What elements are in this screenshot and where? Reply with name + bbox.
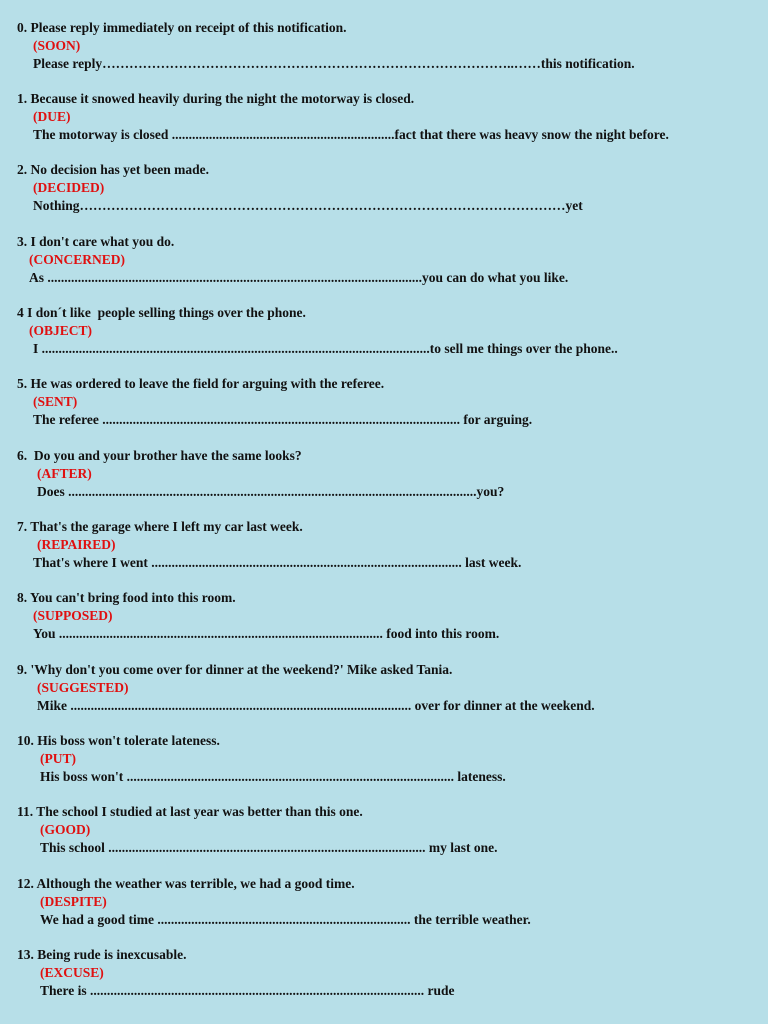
keyword: (DECIDED) <box>33 180 105 195</box>
answer-line: That's where I went ............................................................................................ last week. <box>33 555 522 570</box>
keyword: (SUGGESTED) <box>37 680 129 695</box>
question-text: 7. That's the garage where I left my car last week. <box>17 519 303 534</box>
question-text: 0. Please reply immediately on receipt of this notification. <box>17 20 347 35</box>
keyword: (CONCERNED) <box>29 252 125 267</box>
keyword: (SOON) <box>33 38 81 53</box>
answer-line: Please reply………………………………………………………………………………..……this notification. <box>33 56 635 71</box>
answer-line: We had a good time ........................................................................... the terrible weather. <box>40 912 531 927</box>
answer-line: As ...............................................................................................................you can do what you like. <box>29 270 569 285</box>
keyword: (SENT) <box>33 394 78 409</box>
keyword: (DUE) <box>33 109 71 124</box>
answer-line: This school .............................................................................................. my last one. <box>40 840 498 855</box>
answer-line: The motorway is closed ..................................................................fact that there was heavy snow the night before. <box>33 127 669 142</box>
keyword: (PUT) <box>40 751 76 766</box>
question-text: 13. Being rude is inexcusable. <box>17 947 187 962</box>
question-text: 4 I don´t like people selling things over the phone. <box>17 305 306 320</box>
question-text: 6. Do you and your brother have the same looks? <box>17 448 302 463</box>
question-text: 5. He was ordered to leave the field for arguing with the referee. <box>17 376 385 391</box>
keyword: (OBJECT) <box>29 323 93 338</box>
keyword: (AFTER) <box>37 466 92 481</box>
answer-line: You ................................................................................................ food into this room. <box>33 626 500 641</box>
answer-line: Nothing………………………………………………………………………………………………yet <box>33 198 583 213</box>
answer-line: The referee .......................................................................................................... for arguing. <box>33 412 533 427</box>
answer-line: Does .........................................................................................................................you? <box>37 484 505 499</box>
answer-line: There is ................................................................................................... rude <box>40 983 455 998</box>
question-text: 9. 'Why don't you come over for dinner at the weekend?' Mike asked Tania. <box>17 662 453 677</box>
question-text: 12. Although the weather was terrible, we had a good time. <box>17 876 355 891</box>
keyword: (REPAIRED) <box>37 537 116 552</box>
keyword: (DESPITE) <box>40 894 107 909</box>
keyword: (SUPPOSED) <box>33 608 113 623</box>
question-text: 3. I don't care what you do. <box>17 234 175 249</box>
keyword: (EXCUSE) <box>40 965 104 980</box>
answer-line: His boss won't ................................................................................................. lateness. <box>40 769 506 784</box>
keyword: (GOOD) <box>40 822 91 837</box>
question-text: 1. Because it snowed heavily during the night the motorway is closed. <box>17 91 415 106</box>
question-text: 8. You can't bring food into this room. <box>17 590 236 605</box>
answer-line: Mike ..................................................................................................... over for dinner at the weekend. <box>37 698 595 713</box>
question-text: 11. The school I studied at last year was better than this one. <box>17 804 363 819</box>
question-text: 10. His boss won't tolerate lateness. <box>17 733 220 748</box>
answer-line: I ...................................................................................................................to sell me things over the phone.. <box>33 341 618 356</box>
question-text: 2. No decision has yet been made. <box>17 162 209 177</box>
